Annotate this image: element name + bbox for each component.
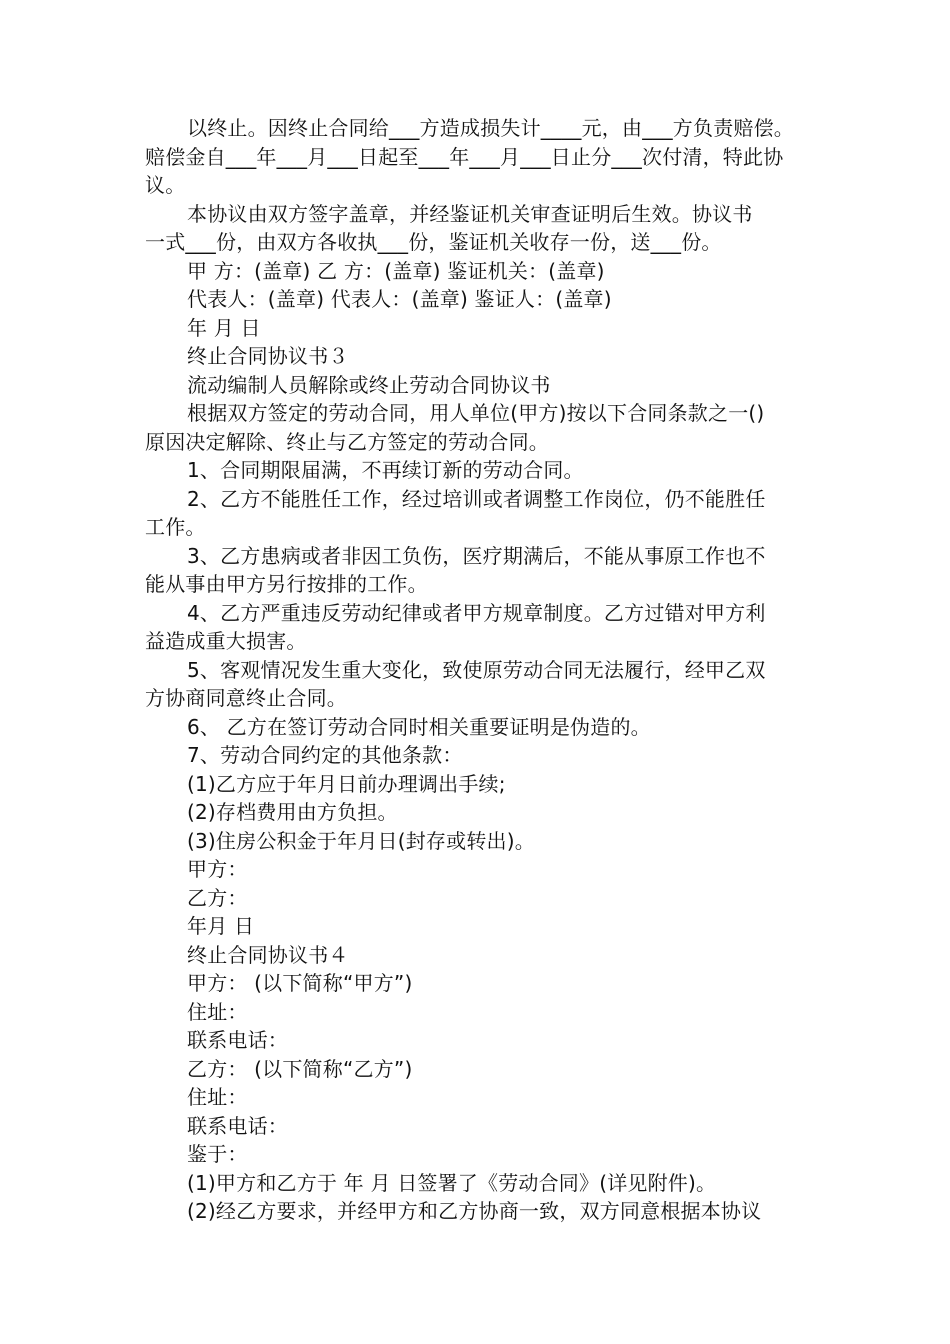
text-line: 鉴于： [187, 1142, 248, 1166]
text-line: 工作。 [145, 515, 206, 539]
text-line: (2)经乙方要求，并经甲方和乙方协商一致，双方同意根据本协议 [187, 1199, 762, 1223]
text-line: 住址： [187, 1085, 248, 1109]
text-line: 甲 方：(盖章) 乙 方：(盖章) 鉴证机关：(盖章) [187, 258, 605, 283]
text-line: 原因决定解除、终止与乙方签定的劳动合同。 [145, 429, 549, 454]
text-line: 乙方： [187, 885, 248, 910]
text-line: 年 月 日 [187, 315, 261, 340]
text-line: 联系电话： [187, 1028, 288, 1052]
text-line: 根据双方签定的劳动合同，用人单位(甲方)按以下合同条款之一() [187, 401, 765, 425]
text-line: 乙方： (以下简称“乙方”) [187, 1056, 413, 1081]
text-line: (1)乙方应于年月日前办理调出手续; [187, 771, 506, 796]
text-line: 益造成重大损害。 [145, 629, 307, 653]
text-line: 议。 [145, 173, 186, 197]
text-line: 7、劳动合同约定的其他条款： [187, 743, 463, 767]
text-line: 赔偿金自___年___月___日起至___年___月___日止分___次付清，特此协 [145, 144, 784, 169]
text-line: 代表人：(盖章) 代表人：(盖章) 鉴证人：(盖章) [187, 287, 612, 311]
text-line: 能从事由甲方另行按排的工作。 [145, 572, 428, 596]
text-line: 住址： [187, 999, 248, 1024]
text-line: 2、乙方不能胜任工作，经过培训或者调整工作岗位，仍不能胜任 [187, 486, 766, 511]
text-line: 终止合同协议书４ [187, 942, 349, 967]
text-line: (2)存档费用由方负担。 [187, 800, 398, 824]
text-line: 1、合同期限届满，不再续订新的劳动合同。 [187, 458, 584, 482]
text-line: 4、乙方严重违反劳动纪律或者甲方规章制度。乙方过错对甲方利 [187, 600, 766, 625]
text-line: 6、 乙方在签订劳动合同时相关重要证明是伪造的。 [187, 714, 651, 739]
text-line: (1)甲方和乙方于 年 月 日签署了《劳动合同》(详见附件)。 [187, 1170, 717, 1195]
text-line: 本协议由双方签字盖章，并经鉴证机关审查证明后生效。协议书 [187, 201, 753, 226]
text-line: 终止合同协议书３ [187, 344, 349, 368]
document-page [145, 114, 815, 1226]
text-line: 5、客观情况发生重大变化，致使原劳动合同无法履行，经甲乙双 [187, 657, 766, 682]
text-line: 甲方： (以下简称“甲方”) [187, 971, 413, 995]
text-line: 以终止。因终止合同给___方造成损失计____元，由___方负责赔偿。 [187, 116, 794, 140]
text-line: 流动编制人员解除或终止劳动合同协议书 [187, 372, 551, 397]
text-line: 联系电话： [187, 1113, 288, 1138]
text-line: 3、乙方患病或者非因工负伤，医疗期满后，不能从事原工作也不 [187, 543, 766, 568]
text-line: 年月 日 [187, 914, 255, 938]
text-line: (3)住房公积金于年月日(封存或转出)。 [187, 828, 535, 853]
text-line: 一式___份，由双方各收执___份，鉴证机关收存一份，送___份。 [145, 230, 722, 254]
text-line: 方协商同意终止合同。 [145, 686, 347, 710]
text-line: 甲方： [187, 857, 248, 881]
